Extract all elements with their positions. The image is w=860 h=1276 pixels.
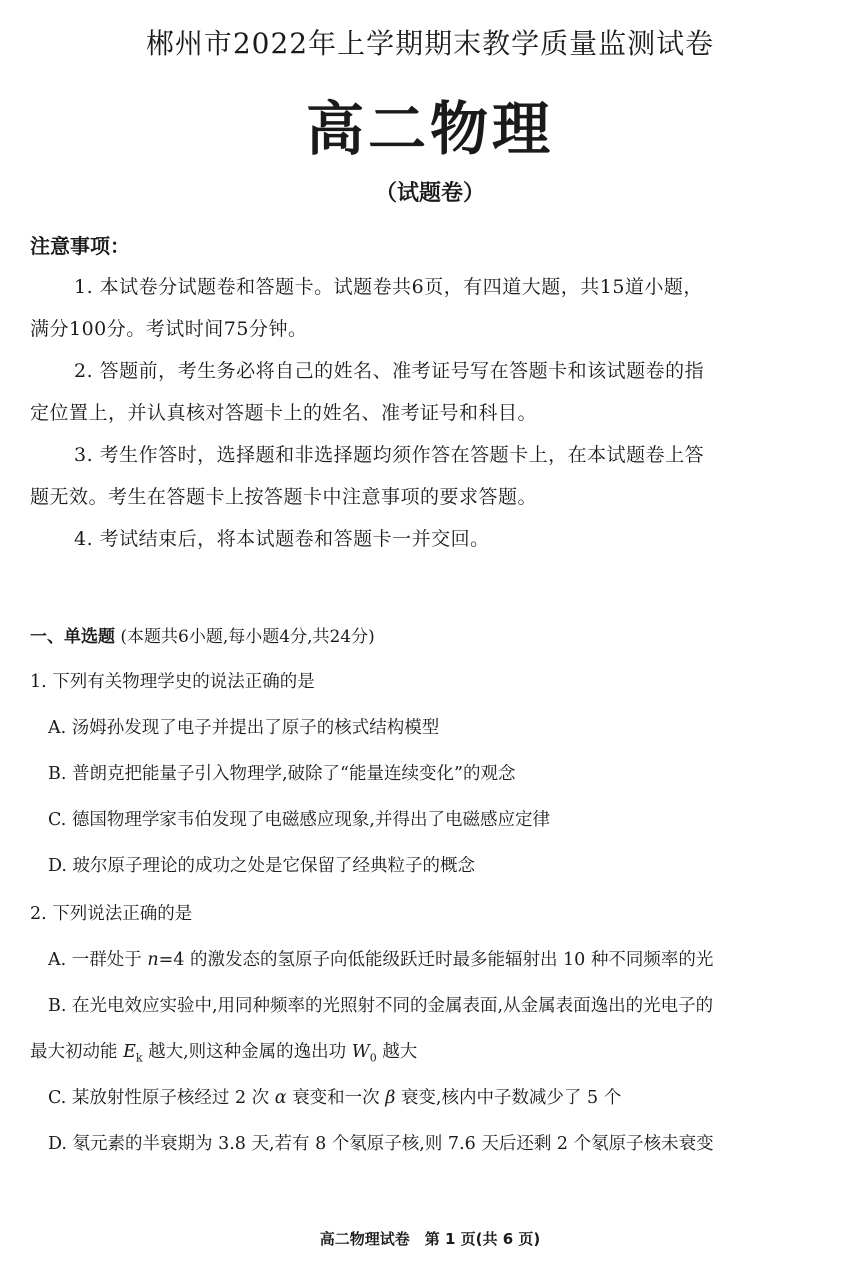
section-title: 一、单选题 [30, 627, 115, 647]
variable-w: W [351, 1042, 370, 1062]
exam-heading: 郴州市2022年上学期期末教学质量监测试卷 [145, 27, 715, 60]
question-2-option-c [48, 1084, 621, 1109]
question-2-stem: 2. 下列说法正确的是 [30, 904, 193, 924]
option-b-text-2: 越大,则这种金属的逸出功 [142, 1042, 352, 1062]
question-1-stem: 1. 下列有关物理学史的说法正确的是 [30, 672, 315, 692]
option-a-rest: =4 的激发态的氢原子向低能级跃迁时最多能辐射出 10 种不同频率的光 [158, 950, 714, 970]
section-description: (本题共6小题,每小题4分,共24分) [120, 627, 375, 647]
notice-title: 注意事项： [30, 234, 130, 258]
question-1-option-d: D. 玻尔原子理论的成功之处是它保留了经典粒子的概念 [48, 856, 476, 876]
page-footer: 高二物理试卷 第 1 页(共 6 页) [319, 1230, 541, 1248]
notice-1-line-1: 1. 本试卷分试题卷和答题卡。试题卷共6页，有四道大题，共15道小题， [74, 276, 703, 298]
subscript-0: 0 [369, 1051, 377, 1065]
option-b-text-1: 最大初动能 [30, 1042, 124, 1062]
subject-title: 高二物理 [305, 95, 554, 163]
option-c-text-3: 衰变,核内中子数减少了 5 个 [395, 1088, 622, 1108]
variable-n: n [147, 950, 159, 970]
paper-type-label: （试题卷） [374, 181, 485, 206]
variable-e: E [123, 1042, 136, 1062]
notice-2-line-1: 2. 答题前，考生务必将自己的姓名、准考证号写在答题卡和该试题卷的指 [74, 360, 705, 382]
beta-symbol: β [385, 1088, 396, 1108]
option-b-text-3: 越大 [376, 1042, 418, 1062]
subscript-k: k [135, 1051, 143, 1065]
notice-4-line-1: 4. 考试结束后，将本试题卷和答题卡一并交回。 [74, 528, 490, 550]
notice-2-line-2: 定位置上，并认真核对答题卡上的姓名、准考证号和科目。 [30, 402, 538, 424]
question-2-option-a [48, 946, 713, 971]
alpha-symbol: α [274, 1088, 287, 1108]
option-c-text-2: 衰变和一次 [286, 1088, 386, 1108]
notice-3-line-2: 题无效。考生在答题卡上按答题卡中注意事项的要求答题。 [30, 486, 538, 508]
notice-1-line-2: 满分100分。考试时间75分钟。 [30, 318, 308, 340]
question-2-option-b-line-1: B. 在光电效应实验中,用同种频率的光照射不同的金属表面,从金属表面逸出的光电子的 [48, 996, 714, 1016]
question-2-option-b-line-2 [30, 1038, 417, 1065]
option-a-prefix: A. 一群处于 [48, 950, 148, 970]
option-c-text-1: C. 某放射性原子核经过 2 次 [48, 1088, 275, 1108]
question-1-option-c: C. 德国物理学家韦伯发现了电磁感应现象,并得出了电磁感应定律 [48, 810, 550, 830]
notice-3-line-1: 3. 考生作答时，选择题和非选择题均须作答在答题卡上，在本试题卷上答 [74, 444, 705, 466]
section-heading [30, 622, 375, 647]
question-2-option-d: D. 氡元素的半衰期为 3.8 天,若有 8 个氡原子核,则 7.6 天后还剩 2 个氡原子核未衰变 [48, 1134, 714, 1154]
question-1-option-b: B. 普朗克把能量子引入物理学,破除了“能量连续变化”的观念 [48, 764, 516, 784]
question-1-option-a: A. 汤姆孙发现了电子并提出了原子的核式结构模型 [48, 718, 440, 738]
